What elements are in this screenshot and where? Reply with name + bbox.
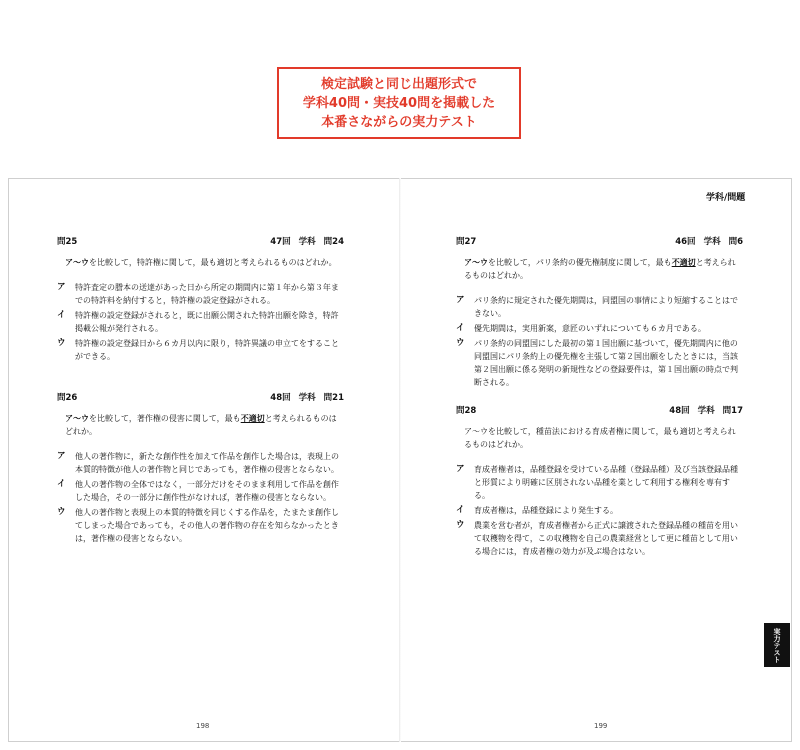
section-tab: 実力テスト — [764, 623, 790, 667]
question-reference: 48回 学科 問21 — [270, 393, 344, 403]
question-28 — [456, 405, 743, 560]
choice-u: ウ 特許権の設定登録日から６カ月以内に限り，特許異議の申立てをすることができる。 — [57, 338, 339, 361]
question-26 — [57, 392, 344, 547]
question-stem: ア～ウを比較して，特許権に関して，最も適切と考えられるものはどれか。 — [65, 258, 337, 267]
choice-a: ア 育成者権者は，品種登録を受けている品種（登録品種）及び当該登録品種と形質により明確に区別されない品種を業として利用する権利を専有する。 — [456, 464, 738, 500]
question-number: 問26 — [57, 393, 78, 403]
choice-a: ア 特許査定の謄本の送達があった日から所定の期間内に第１年から第３年までの特許料を納付すると，特許権の設定登録がされる。 — [57, 282, 339, 305]
choice-i: イ 他人の著作物の全体ではなく，一部分だけをそのまま利用して作品を創作した場合，その一部分に創作性がなければ，著作権の侵害とならない。 — [57, 479, 339, 502]
callout-line-2: 学科40問・実技40問を掲載した — [302, 95, 496, 111]
question-stem: ア～ウを比較して，著作権の侵害に関して，最も不適切と考えられるものはどれか。 — [65, 414, 337, 436]
book-spine — [399, 178, 401, 742]
question-header — [57, 236, 344, 249]
choice-i: イ 優先期間は，実用新案，意匠のいずれについても６カ月である。 — [456, 323, 706, 333]
question-reference: 48回 学科 問17 — [669, 406, 743, 416]
question-header — [456, 236, 743, 249]
question-number: 問25 — [57, 237, 78, 247]
choice-i: イ 特許権の設定登録がされると，既に出願公開された特許出願を除き，特許掲載公報が発行される。 — [57, 310, 339, 333]
choice-a: ア パリ条約に規定された優先期間は，同盟国の事情により短縮することはできない。 — [456, 295, 738, 318]
callout-line-1: 検定試験と同じ出題形式で — [320, 76, 477, 92]
page-number-right: 199 — [594, 722, 608, 730]
question-number: 問27 — [456, 237, 477, 247]
choice-u: ウ 農業を営む者が，育成者権者から正式に譲渡された登録品種の種苗を用いて収穫物を得て，この収穫物を自己の農業経営として更に種苗として用いる場合には，育成者権の効力が及ぶ場合はない。 — [456, 520, 738, 556]
running-head: 学科/問題 — [706, 193, 746, 203]
page-number-left: 198 — [196, 722, 210, 730]
question-reference: 46回 学科 問6 — [675, 237, 743, 247]
question-header — [57, 392, 344, 405]
choice-u: ウ 他人の著作物と表現上の本質的特徴を同じくする作品を，たまたま創作してしまった場合であっても，その他人の著作物の存在を知らなかったときは，著作権の侵害とならない。 — [57, 507, 339, 543]
question-27 — [456, 236, 743, 391]
callout-line-3: 本番さながらの実力テスト — [321, 114, 477, 130]
choice-i: イ 育成者権は，品種登録により発生する。 — [456, 505, 618, 515]
question-header — [456, 405, 743, 418]
choice-a: ア 他人の著作物に，新たな創作性を加えて作品を創作した場合は，表現上の本質的特徴が他人の著作物と同じであっても，著作権の侵害とならない。 — [57, 451, 339, 474]
question-stem: ア～ウを比較して，パリ条約の優先権制度に関して，最も不適切と考えられるものはどれか。 — [464, 258, 736, 280]
promo-callout — [277, 67, 521, 139]
question-reference: 47回 学科 問24 — [270, 237, 344, 247]
choice-u: ウ パリ条約の同盟国にした最初の第１国出願に基づいて，優先期間内に他の同盟国にパリ条約上の優先権を主張して第２国出願をしたときには，当該第２国出願に係る発明の新規性などの登録要件は，第１国出願の時点で判断される。 — [456, 338, 738, 387]
question-25 — [57, 236, 344, 365]
question-number: 問28 — [456, 406, 477, 416]
question-stem: ア～ウを比較して，種苗法における育成者権に関して，最も適切と考えられるものはどれか。 — [464, 427, 736, 449]
